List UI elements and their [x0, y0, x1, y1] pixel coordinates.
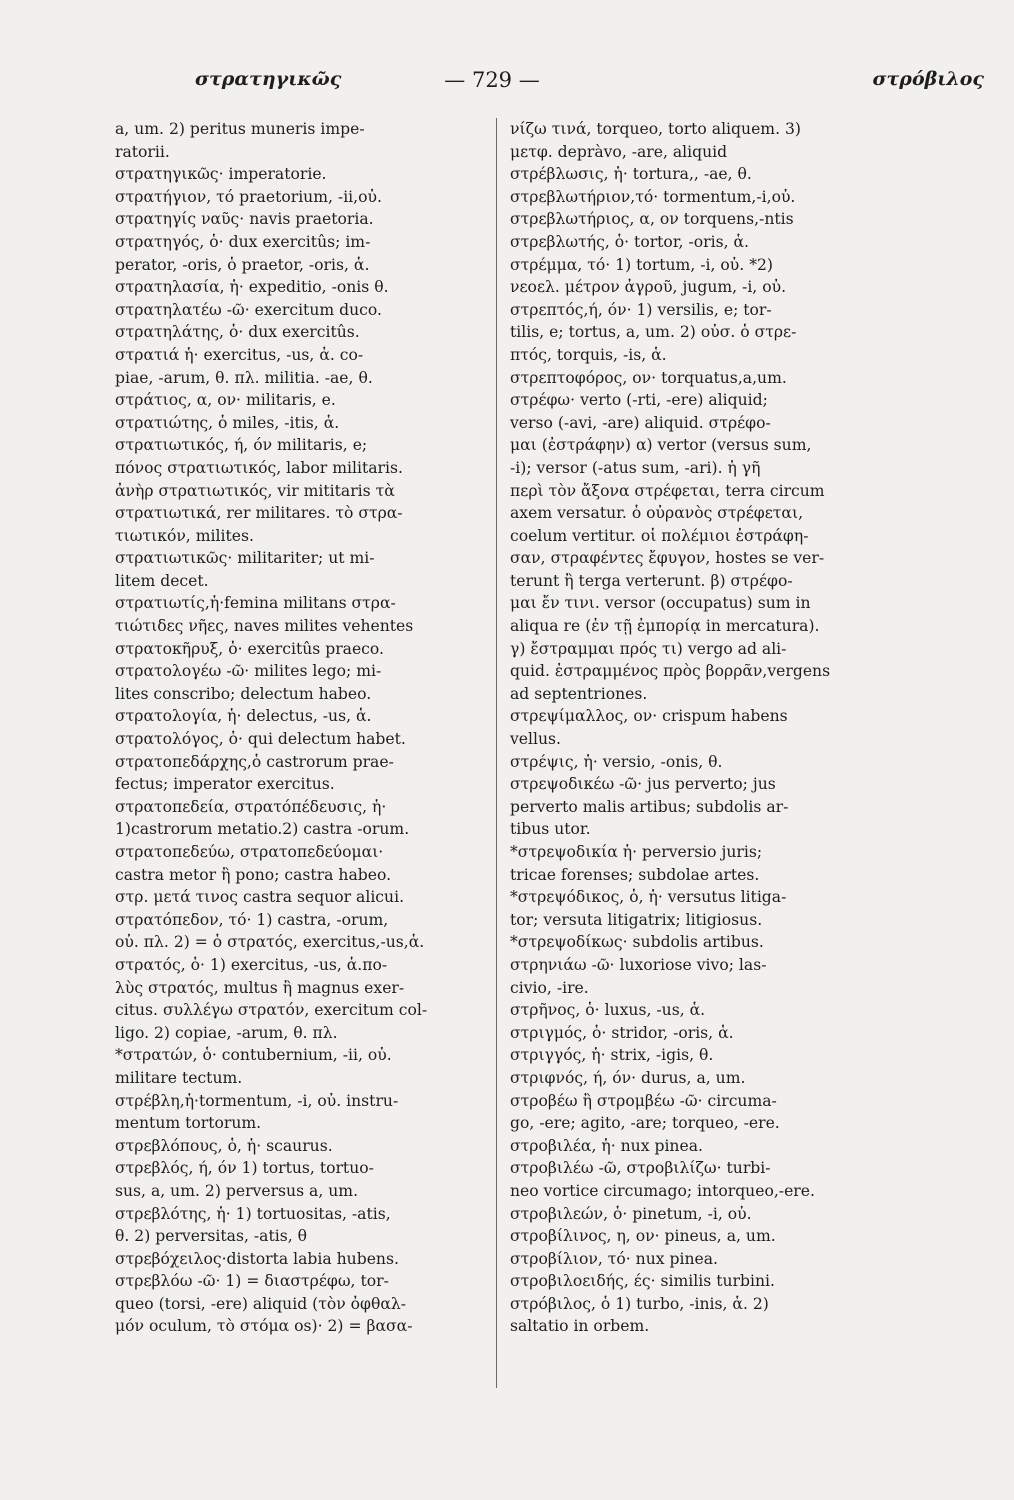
entry-line: castra metor ἢ pono; castra habeo. [115, 865, 392, 884]
entry-line: στρεβλωτήριος, α, ον torquens,-ntis [510, 210, 794, 229]
entry-line: στρατός, ὁ· 1) exercitus, -us, ἁ.πο- [115, 955, 388, 974]
entry-line: *στρεψοδίκως· subdolis artibus. [510, 933, 764, 952]
entry-line: στρατηγικῶς· imperatorie. [115, 165, 327, 184]
entry-line: vellus. [510, 730, 562, 749]
entry-line: στρατιωτίς,ἡ·femina militans στρα- [115, 594, 396, 613]
entry-line: militare tectum. [115, 1068, 243, 1087]
entry-line: στρατηγίς ναῦς· navis praetoria. [115, 210, 374, 229]
entry-line: στρατόπεδον, τό· 1) castra, -orum, [115, 910, 389, 929]
entry-line: ratorii. [115, 142, 170, 161]
entry-line: μαι ἔν τινι. versor (occupatus) sum in [510, 594, 811, 613]
entry-line: -i); versor (-atus sum, -ari). ἡ γῆ [510, 458, 761, 477]
entry-line: verso (-avi, -are) aliquid. στρέφο- [510, 413, 771, 432]
entry-line: σαν, στραφέντες ἔφυγον, hostes se ver- [510, 549, 825, 568]
entry-line: στρατοπεδεύω, στρατοπεδεύομαι· [115, 843, 384, 861]
entry-line: στρῆνος, ὁ· luxus, -us, ἁ. [510, 1001, 706, 1020]
entry-line: στρατιωτικά, rer militares. τὸ στρα- [115, 504, 403, 523]
entry-line: litem decet. [115, 571, 209, 590]
entry-line: στρεβλόω -ῶ· 1) = διαστρέφω, tor- [115, 1272, 389, 1291]
entry-line: στρατολογέω -ῶ· milites lego; mi- [115, 662, 382, 681]
entry-line: στρέβλωσις, ἡ· tortura,, -ae, θ. [510, 165, 752, 184]
entry-line: νίζω τινά, torqueo, torto aliquem. 3) [510, 120, 801, 138]
entry-line: στριφνός, ή, όν· durus, a, um. [510, 1068, 746, 1087]
entry-line: στρατοπεδεία, στρατόπέδευσις, ἡ· [115, 797, 387, 816]
entry-line: στρεβόχειλος·distorta labia hubens. [115, 1249, 399, 1268]
entry-line: citus. συλλέγω στρατόν, exercitum col- [115, 1001, 428, 1020]
entry-line: στρατηγός, ὁ· dux exercitûs; im- [115, 232, 371, 251]
entry-line: tilis, e; tortus, a, um. 2) οὐσ. ὁ στρε- [510, 323, 797, 342]
entry-line: στρατοκῆρυξ, ὁ· exercitûs praeco. [115, 639, 384, 658]
entry-line: στρόβιλος, ὁ 1) turbo, -inis, ἁ. 2) [510, 1294, 769, 1313]
entry-line: axem versatur. ὁ οὐρανὸς στρέφεται, [510, 504, 804, 523]
entry-line: perverto malis artibus; subdolis ar- [510, 797, 789, 816]
entry-line: sus, a, um. 2) perversus a, um. [115, 1181, 359, 1200]
entry-line: στρεπτοφόρος, ον· torquatus,a,um. [510, 368, 787, 387]
entry-line: terunt ἢ terga verterunt. β) στρέφο- [510, 571, 793, 590]
entry-line: στρατηλάτης, ὁ· dux exercitûs. [115, 323, 360, 342]
entry-line: neo vortice circumago; intorqueo,-ere. [510, 1181, 815, 1200]
entry-line: tor; versuta litigatrix; litigiosus. [510, 910, 763, 929]
entry-line: *στρεψοδικία ἡ· perversio juris; [510, 843, 763, 861]
page-header [195, 68, 984, 98]
entry-line: γ) ἔστραμμαι πρός τι) vergo ad ali- [510, 639, 787, 658]
entry-line: 1)castrorum metatio.2) castra -orum. [115, 820, 410, 839]
entry-line: perator, -oris, ὁ praetor, -oris, ἁ. [115, 255, 370, 274]
entry-line: στρατήγιον, τό praetorium, -ii,οὐ. [115, 187, 382, 206]
entry-line: νεοελ. μέτρον ἀγροῦ, jugum, -i, οὐ. [510, 278, 787, 297]
entry-line: piae, -arum, θ. πλ. militia. -ae, θ. [115, 368, 373, 387]
column-divider [496, 118, 497, 1388]
page-number: — 729 — [444, 68, 540, 92]
entry-line: στροβίλιον, τό· nux pinea. [510, 1249, 718, 1268]
header-right-word: στρόβιλος [872, 68, 984, 90]
entry-line: mentum tortorum. [115, 1114, 262, 1133]
header-left-word: στρατηγικῶς [195, 68, 342, 90]
entry-line: στρεψοδικέω -ῶ· jus perverto; jus [510, 775, 776, 794]
entry-line: περὶ τὸν ἄξονα στρέφεται, terra circum [510, 481, 825, 500]
entry-line: στρέμμα, τό· 1) tortum, -i, οὐ. *2) [510, 255, 773, 274]
entry-line: λὺς στρατός, multus ἢ magnus exer- [115, 978, 405, 997]
entry-line: στρεβλωτής, ὁ· tortor, -oris, ἁ. [510, 232, 749, 251]
entry-line: πόνος στρατιωτικός, labor militaris. [115, 458, 403, 477]
entry-line: στρέφω· verto (-rti, -ere) aliquid; [510, 391, 768, 410]
entry-line: coelum vertitur. οἱ πολέμιοι ἐστράφη- [510, 526, 809, 545]
entry-line: ad septentriones. [510, 684, 648, 703]
entry-line: στρατιά ἡ· exercitus, -us, ἁ. co- [115, 345, 364, 364]
entry-line: στρατιωτικῶς· militariter; ut mi- [115, 549, 375, 568]
entry-line: μόν oculum, τὸ στόμα os)· 2) = βασα- [115, 1317, 413, 1336]
entry-line: στροβιλέα, ἡ· nux pinea. [510, 1136, 703, 1155]
entry-line: στρεβλός, ή, όν 1) tortus, tortuo- [115, 1159, 374, 1178]
entry-line: πτός, torquis, -is, ἁ. [510, 345, 667, 364]
entry-line: στρατολογία, ἡ· delectus, -us, ἁ. [115, 707, 372, 726]
entry-line: στροβιλοειδής, ές· similis turbini. [510, 1272, 775, 1291]
entry-line: τιωτικόν, milites. [115, 526, 254, 545]
entry-line: στρηνιάω -ῶ· luxoriose vivo; las- [510, 955, 767, 974]
entry-line: οὐ. πλ. 2) = ὁ στρατός, exercitus,-us,ἁ. [115, 933, 425, 952]
entry-line: *στρατών, ὁ· contubernium, -ii, οὐ. [115, 1046, 392, 1065]
entry-line: στρατοπεδάρχης,ὁ castrorum prae- [115, 752, 394, 771]
entry-line: στροβιλεών, ὁ· pinetum, -i, οὐ. [510, 1204, 752, 1223]
entry-line: στρέβλη,ἡ·tormentum, -i, οὐ. instru- [115, 1091, 399, 1110]
entry-line: a, um. 2) peritus muneris impe- [115, 120, 365, 138]
entry-line: aliqua re (ἐν τῇ ἐμπορίᾳ in mercatura). [510, 617, 820, 636]
entry-line: *στρεψόδικος, ὁ, ἡ· versutus litiga- [510, 888, 787, 907]
entry-line: quid. ἐστραμμένος πρὸς βορρᾶν,vergens [510, 662, 831, 681]
entry-line: στρεβλωτήριον,τό· tormentum,-i,οὐ. [510, 187, 796, 206]
entry-line: στρεψίμαλλος, ον· crispum habens [510, 707, 788, 726]
entry-line: στρατιώτης, ὁ miles, -itis, ἁ. [115, 413, 340, 432]
entry-line: tricae forenses; subdolae artes. [510, 865, 760, 884]
entry-line: στρεβλόπους, ὁ, ἡ· scaurus. [115, 1136, 333, 1155]
entry-line: στρατηλατέω -ῶ· exercitum duco. [115, 300, 382, 319]
entry-line: ligo. 2) copiae, -arum, θ. πλ. [115, 1023, 338, 1042]
entry-line: μετφ. depràvo, -are, aliquid [510, 142, 728, 161]
entry-line: civio, -ire. [510, 978, 589, 997]
entry-line: στρεβλότης, ἡ· 1) tortuositas, -atis, [115, 1204, 391, 1223]
entry-line: θ. 2) perversitas, -atis, θ [115, 1227, 308, 1246]
entry-line: στρ. μετά τινος castra sequor alicui. [115, 888, 405, 907]
entry-line: στρατηλασία, ἡ· expeditio, -onis θ. [115, 278, 389, 297]
entry-line: queo (torsi, -ere) aliquid (τὸν ὀφθαλ- [115, 1294, 407, 1313]
entry-line: στρατιωτικός, ή, όν militaris, e; [115, 436, 368, 455]
entry-line: στρατολόγος, ὁ· qui delectum habet. [115, 730, 406, 749]
entry-line: μαι (ἐστράφην) α) vertor (versus sum, [510, 436, 812, 455]
right-column [510, 118, 905, 1338]
entry-line: στρέψις, ἡ· versio, -onis, θ. [510, 752, 723, 771]
left-column [115, 118, 485, 1338]
entry-line: ἀνὴρ στρατιωτικός, vir mititaris τὰ [115, 481, 395, 500]
entry-line: tibus utor. [510, 820, 591, 839]
entry-line: στριγμός, ὁ· stridor, -oris, ἁ. [510, 1023, 734, 1042]
entry-line: lites conscribo; delectum habeo. [115, 684, 372, 703]
entry-line: στριγγός, ἡ· strix, -igis, θ. [510, 1046, 714, 1065]
entry-line: go, -ere; agito, -are; torqueo, -ere. [510, 1114, 780, 1133]
entry-line: saltatio in orbem. [510, 1317, 650, 1336]
entry-line: στράτιος, α, ον· militaris, e. [115, 391, 336, 410]
entry-line: τιώτιδες νῆες, naves milites vehentes [115, 617, 414, 636]
entry-line: στροβίλινος, η, ον· pineus, a, um. [510, 1227, 776, 1246]
entry-line: στρεπτός,ή, όν· 1) versilis, e; tor- [510, 300, 772, 319]
entry-line: fectus; imperator exercitus. [115, 775, 335, 794]
entry-line: στροβιλέω -ῶ, στροβιλίζω· turbi- [510, 1159, 771, 1178]
entry-line: στροβέω ἢ στρομβέω -ῶ· circuma- [510, 1091, 777, 1110]
